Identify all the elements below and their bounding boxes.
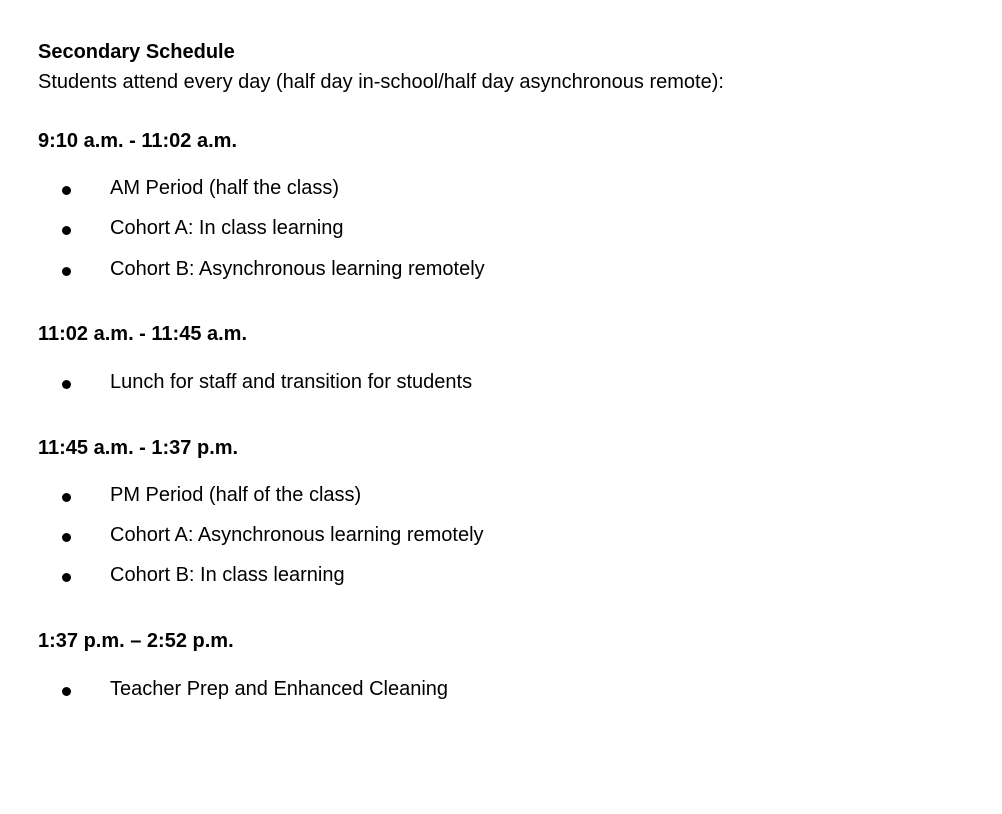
list-item-text: Teacher Prep and Enhanced Cleaning xyxy=(110,678,449,700)
list-item-text: Cohort B: In class learning xyxy=(110,564,345,586)
list-item-text: PM Period (half of the class) xyxy=(110,484,362,506)
time-heading-1: 9:10 a.m. - 11:02 a.m. xyxy=(38,130,238,152)
bullet-icon xyxy=(62,493,71,502)
list-item xyxy=(0,177,1002,205)
list-item xyxy=(0,258,1002,286)
bullet-icon xyxy=(62,573,71,582)
time-heading-4: 1:37 p.m. – 2:52 p.m. xyxy=(38,630,234,652)
bullet-icon xyxy=(62,267,71,276)
bullet-icon xyxy=(62,186,71,195)
list-item xyxy=(0,484,1002,512)
list-item-text: Cohort B: Asynchronous learning remotely xyxy=(110,258,485,280)
document-title: Secondary Schedule xyxy=(38,41,235,63)
bullet-icon xyxy=(62,226,71,235)
list-item xyxy=(0,371,1002,399)
list-item-text: Cohort A: Asynchronous learning remotely xyxy=(110,524,484,546)
bullet-icon xyxy=(62,380,71,389)
list-item xyxy=(0,678,1002,706)
time-heading-3: 11:45 a.m. - 1:37 p.m. xyxy=(38,437,239,459)
list-item-text: Cohort A: In class learning xyxy=(110,217,344,239)
list-item-text: AM Period (half the class) xyxy=(110,177,339,199)
list-item xyxy=(0,524,1002,552)
list-item xyxy=(0,217,1002,245)
bullet-icon xyxy=(62,533,71,542)
bullet-icon xyxy=(62,687,71,696)
list-item-text: Lunch for staff and transition for students xyxy=(110,371,473,393)
document-subtitle: Students attend every day (half day in-school/half day asynchronous remote): xyxy=(38,71,724,93)
time-heading-2: 11:02 a.m. - 11:45 a.m. xyxy=(38,323,248,345)
list-item xyxy=(0,564,1002,592)
